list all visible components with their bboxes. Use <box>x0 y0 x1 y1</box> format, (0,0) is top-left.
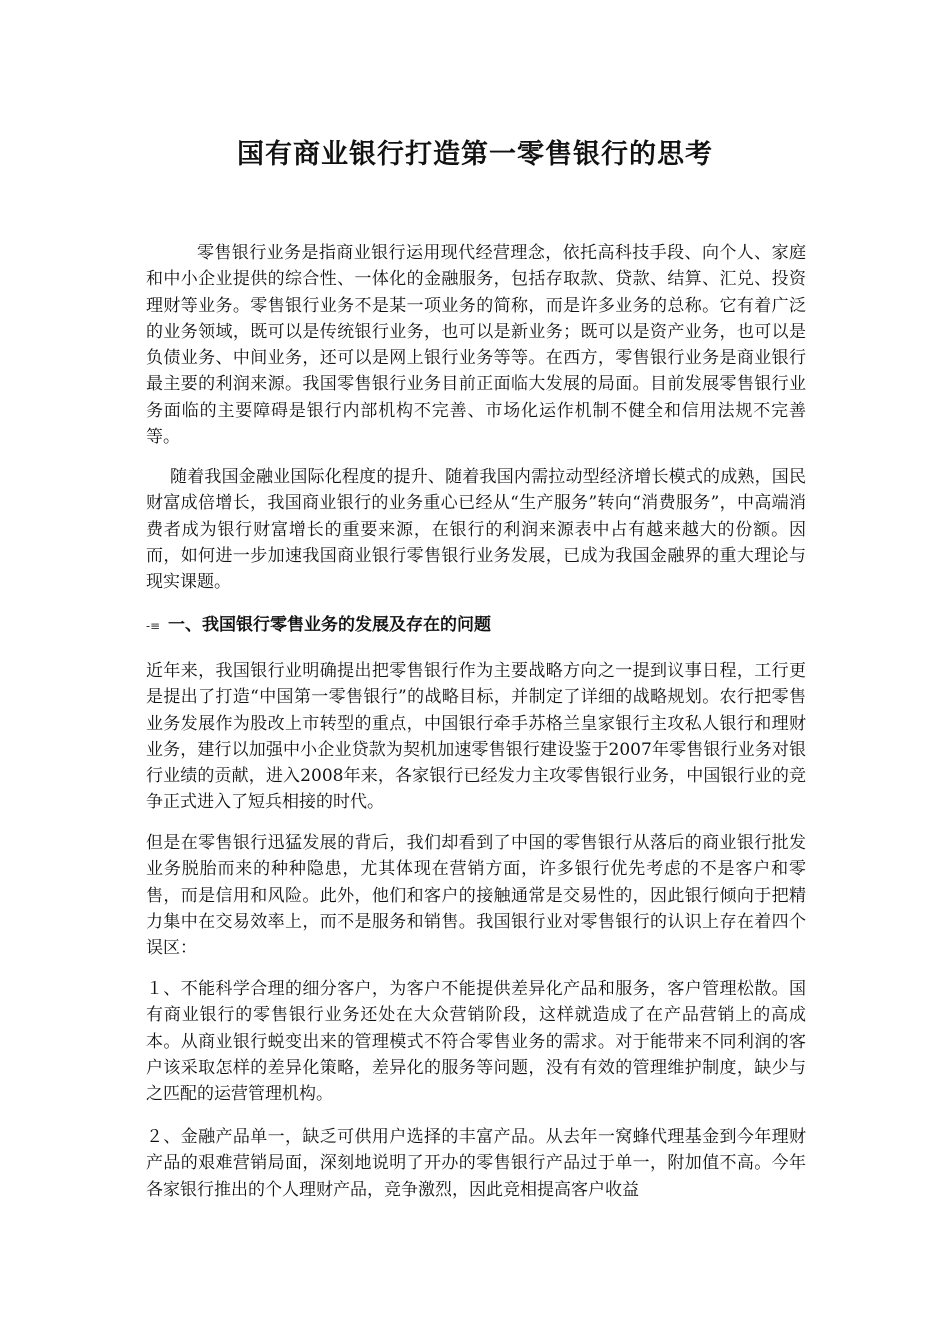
paragraph-recent-development: 近年来，我国银行业明确提出把零售银行作为主要战略方向之一提到议事日程，工行更是提出了打造“中国第一零售银行”的战略目标，并制定了详细的战略规划。农行把零售业务发展作为股改上市转型的重点，中国银行牵手苏格兰皇家银行主攻私人银行和理财业务，建行以加强中小企业贷款为契机加速零售银行建设鉴于2007年零售银行业务对银行业绩的贡献，进入2008年来，各家银行已经发力主攻零售银行业务，中国银行业的竞争正式进入了短兵相接的时代。 <box>146 661 806 813</box>
section-heading <box>146 612 806 639</box>
document-title: 国有商业银行打造第一零售银行的思考 <box>237 139 713 170</box>
heading-marker: -≡ <box>146 619 161 633</box>
paragraph-hidden-risks: 但是在零售银行迅猛发展的背后，我们却看到了中国的零售银行从落后的商业银行批发业务脱胎而来的种种隐患，尤其体现在营销方面，许多银行优先考虑的不是客户和零售，而是信用和风险。此外，他们和客户的接触通常是交易性的，因此银行倾向于把精力集中在交易效率上，而不是服务和销售。我国银行业对零售银行的认识上存在着四个误区： <box>146 833 806 959</box>
paragraph-misconception-1: １、不能科学合理的细分客户，为客户不能提供差异化产品和服务，客户管理松散。国有商业银行的零售银行业务还处在大众营销阶段，这样就造成了在产品营销上的高成本。从商业银行蜕变出来的管理模式不符合零售业务的需求。对于能带来不同利润的客户该采取怎样的差异化策略，差异化的服务等问题，没有有效的管理维护制度，缺少与之匹配的运营管理机构。 <box>146 979 806 1105</box>
paragraph-intro: 零售银行业务是指商业银行运用现代经营理念，依托高科技手段、向个人、家庭和中小企业提供的综合性、一体化的金融服务，包括存取款、贷款、结算、汇兑、投资理财等业务。零售银行业务不是某一项业务的简称，而是许多业务的总称。它有着广泛的业务领域，既可以是传统银行业务，也可以是新业务；既可以是资产业务，也可以是负债业务、中间业务，还可以是网上银行业务等等。在西方，零售银行业务是商业银行最主要的利润来源。我国零售银行业务目前正面临大发展的局面。目前发展零售银行业务面临的主要障碍是银行内部机构不完善、市场化运作机制不健全和信用法规不完善等。 <box>146 243 806 448</box>
paragraph-background: 随着我国金融业国际化程度的提升、随着我国内需拉动型经济增长模式的成熟，国民财富成倍增长，我国商业银行的业务重心已经从“生产服务”转向“消费服务”，中高端消费者成为银行财富增长的重要来源，在银行的利润来源表中占有越来越大的份额。因而，如何进一步加速我国商业银行零售银行业务发展，已成为我国金融界的重大理论与现实课题。 <box>146 467 806 593</box>
paragraph-misconception-2: ２、金融产品单一，缺乏可供用户选择的丰富产品。从去年一窝蜂代理基金到今年理财产品的艰难营销局面，深刻地说明了开办的零售银行产品过于单一，附加值不高。今年各家银行推出的个人理财产品，竞争激烈，因此竞相提高客户收益 <box>146 1127 806 1200</box>
section-heading-text: 一、我国银行零售业务的发展及存在的问题 <box>168 615 491 635</box>
